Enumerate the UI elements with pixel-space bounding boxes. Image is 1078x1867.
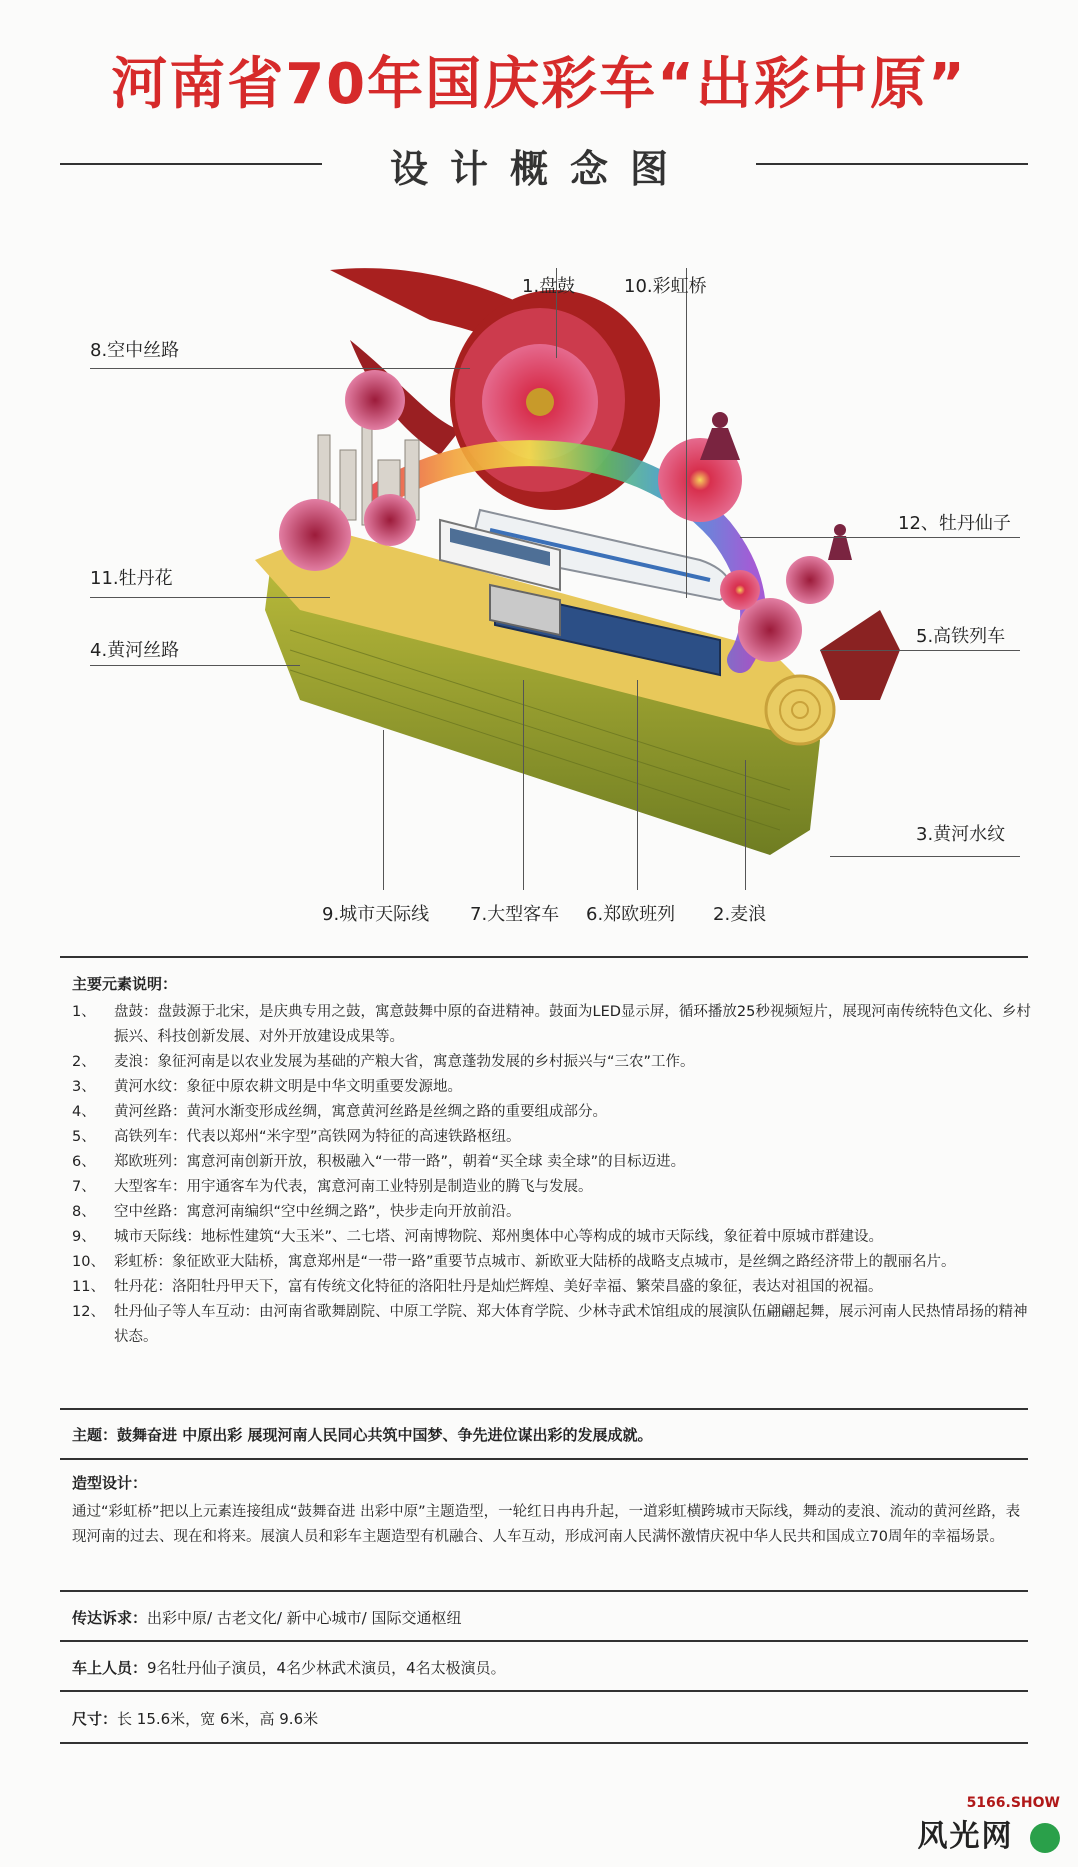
leader-line-12 xyxy=(740,537,1020,538)
callout-sky-silk-road: 8.空中丝路 xyxy=(90,340,180,361)
callout-peony-fairy: 12、牡丹仙子 xyxy=(898,513,1011,534)
divider-design-bottom xyxy=(60,1590,1028,1592)
callout-large-bus: 7.大型客车 xyxy=(470,904,560,925)
elements-list xyxy=(72,1000,1032,1350)
watermark-brand: 风光网 xyxy=(918,1811,1060,1855)
list-item: 8、 空中丝路：寓意河南编织“空中丝绸之路”，快步走向开放前沿。 xyxy=(72,1204,521,1220)
list-item: 10、 彩虹桥：象征欧亚大陆桥，寓意郑州是“一带一路”重要节点城市、新欧亚大陆桥的战略支点城市，是丝绸之路经济带上的靓丽名片。 xyxy=(72,1254,956,1270)
leader-line-4 xyxy=(90,665,300,666)
design-paragraph: 通过“彩虹桥”把以上元素连接组成“鼓舞奋进 出彩中原”主题造型，一轮红日冉冉升起，一道彩虹横跨城市天际线，舞动的麦浪、流动的黄河丝路，表现河南的过去、现在和将来。展演人员和彩车主题造型有机融合、人车互动，形成河南人民满怀激情庆祝中华人民共和国成立70周年的幸福场景。 xyxy=(72,1504,1021,1545)
theme-label: 主题： xyxy=(72,1426,118,1444)
divider-theme-bottom xyxy=(60,1458,1028,1460)
callout-rainbow-bridge: 10.彩虹桥 xyxy=(624,276,707,297)
size-row xyxy=(72,1708,318,1729)
leader-line-5 xyxy=(820,650,1020,651)
people-text: 9名牡丹仙子演员，4名少林武术演员，4名太极演员。 xyxy=(147,1659,506,1677)
yellow-river-silk xyxy=(820,610,900,700)
list-item: 2、 麦浪：象征河南是以农业发展为基础的产粮大省，寓意蓬勃发展的乡村振兴与“三农”工作。 xyxy=(72,1054,695,1070)
watermark xyxy=(918,1795,1060,1855)
leader-line-2 xyxy=(745,760,746,890)
divider-elements-top xyxy=(60,956,1028,958)
list-item: 9、 城市天际线：地标性建筑“大玉米”、二七塔、河南博物院、郑州奥体中心等构成的城市天际线，象征着中原城市群建设。 xyxy=(72,1229,884,1245)
callout-yellow-river-ripple: 3.黄河水纹 xyxy=(916,824,1006,845)
watermark-url: 5166.SHOW xyxy=(966,1795,1060,1811)
callout-freight-train: 6.郑欧班列 xyxy=(586,904,676,925)
divider-theme-top xyxy=(60,1408,1028,1410)
size-text: 长 15.6米，宽 6米，高 9.6米 xyxy=(117,1710,319,1728)
theme-row xyxy=(72,1424,652,1445)
leader-line-7 xyxy=(523,680,524,890)
design-heading: 造型设计： xyxy=(72,1474,148,1492)
leader-line-8 xyxy=(90,368,470,369)
list-item: 11、 牡丹花：洛阳牡丹甲天下，富有传统文化特征的洛阳牡丹是灿烂辉煌、美好幸福、繁荣昌盛的象征，表达对祖国的祝福。 xyxy=(72,1279,883,1295)
divider-size-bottom xyxy=(60,1742,1028,1744)
people-row xyxy=(72,1657,506,1678)
divider-people-bottom xyxy=(60,1690,1028,1692)
subtitle-rule-left xyxy=(60,163,322,165)
callout-wheat: 2.麦浪 xyxy=(713,904,767,925)
watermark-logo-icon xyxy=(1030,1823,1060,1853)
list-item: 4、 黄河丝路：黄河水渐变形成丝绸，寓意黄河丝路是丝绸之路的重要组成部分。 xyxy=(72,1104,607,1120)
callout-high-speed-train: 5.高铁列车 xyxy=(916,626,1006,647)
leader-line-10 xyxy=(686,268,687,598)
leader-line-9 xyxy=(383,730,384,890)
message-row xyxy=(72,1607,461,1628)
list-item: 12、 牡丹仙子等人车互动：由河南省歌舞剧院、中原工学院、郑大体育学院、少林寺武术馆组成的展演队伍翩翩起舞，展示河南人民热情昂扬的精神状态。 xyxy=(72,1304,1028,1345)
callout-yellow-river-silk: 4.黄河丝路 xyxy=(90,640,180,661)
list-item: 3、 黄河水纹：象征中原农耕文明是中华文明重要发源地。 xyxy=(72,1079,462,1095)
poster-title: 河南省70年国庆彩车“出彩中原” xyxy=(111,52,967,117)
poster-subtitle: 设计概念图 xyxy=(389,147,690,191)
list-item: 1、 盘鼓：盘鼓源于北宋，是庆典专用之鼓，寓意鼓舞中原的奋进精神。鼓面为LED显示屏，循环播放25秒视频短片，展现河南传统特色文化、乡村振兴、科技创新发展、对外开放建设成果等。 xyxy=(72,1004,1031,1045)
message-label: 传达诉求： xyxy=(72,1609,148,1627)
subtitle-rule-right xyxy=(756,163,1028,165)
leader-line-11 xyxy=(90,597,330,598)
list-item: 6、 郑欧班列：寓意河南创新开放，积极融入“一带一路”，朝着“买全球 卖全球”的目标迈进。 xyxy=(72,1154,686,1170)
leader-line-3 xyxy=(830,856,1020,857)
divider-message-bottom xyxy=(60,1640,1028,1642)
list-item: 5、 高铁列车：代表以郑州“米字型”高铁网为特征的高速铁路枢纽。 xyxy=(72,1129,521,1145)
callout-drum: 1.盘鼓 xyxy=(522,276,576,297)
callout-peony: 11.牡丹花 xyxy=(90,568,173,589)
leader-line-6 xyxy=(637,680,638,890)
theme-text: 鼓舞奋进 中原出彩 展现河南人民同心共筑中国梦、争先进位谋出彩的发展成就。 xyxy=(117,1426,653,1444)
message-text: 出彩中原/ 古老文化/ 新中心城市/ 国际交通枢纽 xyxy=(147,1609,462,1627)
callout-city-skyline: 9.城市天际线 xyxy=(322,904,430,925)
people-label: 车上人员： xyxy=(72,1659,148,1677)
elements-heading: 主要元素说明： xyxy=(72,975,178,993)
size-label: 尺寸： xyxy=(72,1710,118,1728)
list-item: 7、 大型客车：用宇通客车为代表，寓意河南工业特别是制造业的腾飞与发展。 xyxy=(72,1179,593,1195)
